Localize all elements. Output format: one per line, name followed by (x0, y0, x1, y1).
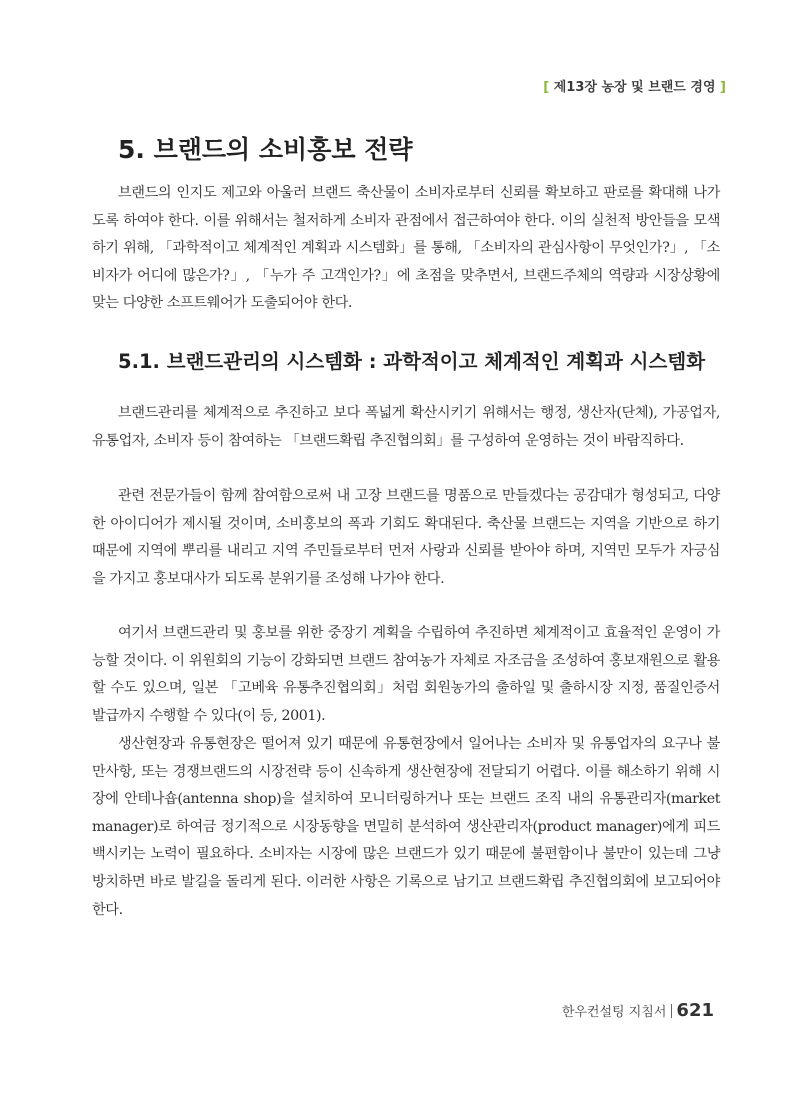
page-number: 621 (676, 1000, 714, 1021)
body-paragraph: 관련 전문가들이 함께 참여함으로써 내 고장 브랜드를 명품으로 만들겠다는 공감대가 형성되고, 다양한 아이디어가 제시될 것이며, 소비홍보의 폭과 기회도 확대된다. 축산물 브랜드는 지역을 기반으로 하기 때문에 지역에 뿌리를 내리고 지역 주민들로부터 먼저 사랑과 신뢰를 받아야 하며, 지역민 모두가 자긍심을 가지고 홍보대사가 되도록 분위기를 조성해 나가야 한다. (92, 488, 720, 587)
body-paragraph: 여기서 브랜드관리 및 홍보를 위한 중장기 계획을 수립하여 추진하면 체계적이고 효율적인 운영이 가능할 것이다. 이 위원회의 기능이 강화되면 브랜드 참여농가 자체로 자조금을 조성하여 홍보재원으로 활용할 수도 있으며, 일본 「고베육 유통추진협의회」처럼 회원농가의 출하일 및 출하시장 지정, 품질인증서 발급까지 수행할 수 있다(이 등, 2001). (92, 625, 720, 724)
section-intro-paragraph: 브랜드의 인지도 제고와 아울러 브랜드 축산물이 소비자로부터 신뢰를 확보하고 판로를 확대해 나가도록 하여야 한다. 이를 위해서는 철저하게 소비자 관점에서 접근하여야 한다. 이의 실천적 방안들을 모색하기 위해, 「과학적이고 체계적인 계획과 시스템화」를 통해, 「소비자의 관심사항이 무엇인가?」, 「소비자가 어디에 많은가?」, 「누가 주 고객인가?」에 초점을 맞추면서, 브랜드주체의 역량과 시장상황에 맞는 다양한 소프트웨어가 도출되어야 한다. (92, 185, 720, 312)
header-bracket-open: [ (543, 80, 550, 95)
header-bracket-close: ] (720, 80, 726, 95)
subsection-title: 5.1. 브랜드관리의 시스템화 : 과학적이고 체계적인 계획과 시스템화 (118, 350, 706, 373)
body-paragraph: 생산현장과 유통현장은 떨어져 있기 때문에 유통현장에서 일어나는 소비자 및 유통업자의 요구나 불만사항, 또는 경쟁브랜드의 시장전략 등이 신속하게 생산현장에 전달되기 어렵다. 이를 해소하기 위해 시장에 안테나숍(antenna shop)을 설치하여 모니터링하거나 또는 브랜드 조직 내의 유통관리자(market manager)로 하여금 정기적으로 시장동향을 면밀히 분석하여 생산관리자(product manager)에게 피드백시키는 노력이 필요하다. 소비자는 시장에 많은 브랜드가 있기 때문에 불편함이나 불만이 있는데 그냥 방치하면 바로 발길을 돌리게 된다. 이러한 사항은 기록으로 남기고 브랜드확립 추진협의회에 보고되어야 한다. (92, 736, 720, 918)
running-header (543, 76, 726, 95)
footer-divider (671, 1004, 672, 1018)
body-paragraph: 브랜드관리를 체계적으로 추진하고 보다 폭넓게 확산시키기 위해서는 행정, 생산자(단체), 가공업자, 유통업자, 소비자 등이 참여하는 「브랜드확립 추진협의회」를 구성하여 운영하는 것이 바람직하다. (92, 405, 720, 449)
book-title: 한우컨설팅 지침서 (561, 1005, 667, 1020)
chapter-title: 제13장 농장 및 브랜드 경영 (553, 80, 716, 95)
section-title: 5. 브랜드의 소비홍보 전략 (118, 135, 413, 164)
page-footer (562, 1000, 714, 1021)
